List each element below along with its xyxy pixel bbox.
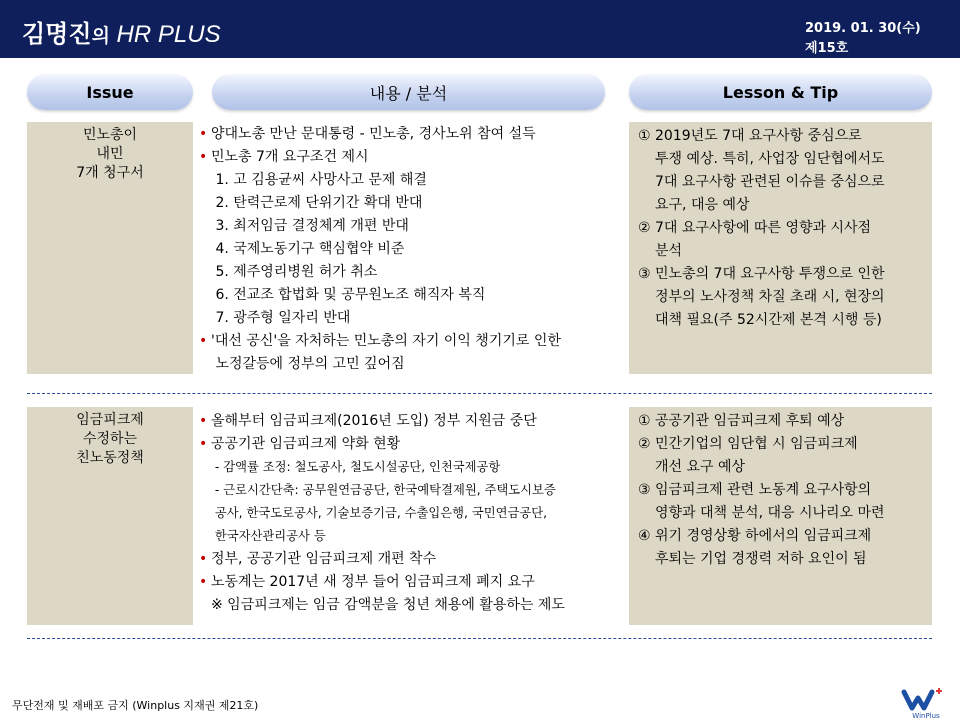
section-divider bbox=[27, 638, 932, 639]
lesson-item: ① 공공기관 임금피크제 후퇴 예상 bbox=[638, 413, 845, 429]
list-item bbox=[199, 215, 623, 238]
lesson-item: ③ 임금피크제 관련 노동계 요구사항의 bbox=[638, 482, 872, 498]
list-item-text: 민노총 7개 요구조건 제시 bbox=[211, 149, 369, 165]
list-item bbox=[199, 284, 623, 307]
list-item bbox=[199, 525, 623, 548]
list-item bbox=[199, 479, 623, 502]
list-item-text: 6. 전교조 합법화 및 공무원노조 해직자 복직 bbox=[211, 287, 486, 303]
brand-name: 김명진 bbox=[22, 20, 92, 48]
list-item bbox=[199, 307, 623, 330]
list-item bbox=[199, 410, 623, 433]
bullet-marker: • bbox=[199, 126, 208, 142]
list-item bbox=[199, 433, 623, 456]
list-item-text: 1. 고 김용균씨 사망사고 문제 해결 bbox=[211, 172, 427, 188]
list-item-text: - 근로시간단축: 공무원연금공단, 한국예탁결제원, 주택도시보증 bbox=[211, 483, 556, 497]
list-item bbox=[199, 169, 623, 192]
bullet-marker: • bbox=[199, 149, 208, 165]
header-bar bbox=[0, 0, 960, 58]
section-divider bbox=[27, 393, 932, 394]
list-item-text: '대선 공신'을 자처하는 민노총의 자기 이익 챙기기로 인한 bbox=[211, 333, 561, 349]
brand-particle: 의 bbox=[91, 25, 117, 47]
lesson-item: 개선 요구 예상 bbox=[655, 459, 746, 475]
list-item-text: 올해부터 임금피크제(2016년 도입) 정부 지원금 중단 bbox=[211, 413, 537, 429]
lesson-item: 7대 요구사항 관련된 이슈를 중심으로 bbox=[655, 174, 885, 190]
bullet-marker: • bbox=[199, 413, 208, 429]
lesson-cell bbox=[629, 122, 932, 374]
lesson-list bbox=[629, 407, 932, 571]
list-item bbox=[199, 456, 623, 479]
list-item-text: 5. 제주영리병원 허가 취소 bbox=[211, 264, 378, 280]
list-item bbox=[199, 192, 623, 215]
bullet-marker: • bbox=[199, 574, 208, 590]
list-item bbox=[199, 571, 623, 594]
lesson-item: 분석 bbox=[655, 243, 683, 259]
list-item-text: 3. 최저임금 결정체계 개편 반대 bbox=[211, 218, 409, 234]
logo-text: WinPlus bbox=[912, 712, 940, 720]
bullet-marker: • bbox=[199, 436, 208, 452]
list-item-text: 공공기관 임금피크제 약화 현황 bbox=[211, 436, 401, 452]
copyright-notice: 무단전재 및 재배포 금지 (Winplus 지재권 제21호) bbox=[12, 699, 259, 712]
issue-date: 2019. 01. 30(수) bbox=[805, 21, 921, 36]
lesson-item: 요구, 대응 예상 bbox=[655, 197, 750, 213]
list-item bbox=[199, 146, 623, 169]
lesson-item: ① 2019년도 7대 요구사항 중심으로 bbox=[638, 128, 862, 144]
list-item bbox=[199, 330, 623, 353]
list-item-text: 노정갈등에 정부의 고민 깊어짐 bbox=[211, 356, 405, 372]
issue-label: 임금피크제 수정하는 친노동정책 bbox=[76, 412, 144, 466]
list-item bbox=[199, 502, 623, 525]
list-item bbox=[199, 261, 623, 284]
analysis-list bbox=[199, 123, 623, 376]
lesson-cell bbox=[629, 407, 932, 625]
list-item-text: 한국자산관리공사 등 bbox=[211, 529, 326, 543]
column-header-lesson: Lesson & Tip bbox=[629, 74, 932, 110]
issue-cell bbox=[27, 407, 193, 625]
issue-label: 민노총이 내민 7개 청구서 bbox=[76, 127, 144, 181]
analysis-list bbox=[199, 410, 623, 617]
list-item-text: 노동계는 2017년 새 정부 들어 임금피크제 폐지 요구 bbox=[211, 574, 535, 590]
list-item bbox=[199, 353, 623, 376]
column-header-analysis: 내용 / 분석 bbox=[212, 74, 605, 110]
list-item-text: ※ 임금피크제는 임금 감액분을 청년 채용에 활용하는 제도 bbox=[211, 597, 565, 613]
list-item-text: 7. 광주형 일자리 반대 bbox=[211, 310, 351, 326]
issue-number: 제15호 bbox=[805, 41, 849, 56]
lesson-item: ② 7대 요구사항에 따른 영향과 시사점 bbox=[638, 220, 872, 236]
winplus-logo-icon bbox=[896, 688, 956, 720]
lesson-item: 영향과 대책 분석, 대응 시나리오 마련 bbox=[655, 505, 885, 521]
list-item bbox=[199, 548, 623, 571]
list-item bbox=[199, 238, 623, 261]
list-item-text: 양대노총 만난 문대통령 - 민노총, 경사노위 참여 설득 bbox=[211, 126, 536, 142]
lesson-item: 대책 필요(주 52시간제 본격 시행 등) bbox=[655, 312, 882, 328]
lesson-item: 후퇴는 기업 경쟁력 저하 요인이 됨 bbox=[655, 551, 867, 567]
bullet-marker: • bbox=[199, 551, 208, 567]
list-item bbox=[199, 594, 623, 617]
brand-title bbox=[22, 14, 221, 49]
lesson-item: ③ 민노총의 7대 요구사항 투쟁으로 인한 bbox=[638, 266, 885, 282]
lesson-item: ② 민간기업의 임단협 시 임금피크제 bbox=[638, 436, 858, 452]
list-item bbox=[199, 123, 623, 146]
issue-cell bbox=[27, 122, 193, 374]
list-item-text: 4. 국제노동기구 핵심협약 비준 bbox=[211, 241, 405, 257]
winplus-logo bbox=[896, 688, 956, 720]
bullet-marker: • bbox=[199, 333, 208, 349]
list-item-text: 2. 탄력근로제 단위기간 확대 반대 bbox=[211, 195, 423, 211]
brand-hr-plus: HR PLUS bbox=[116, 21, 221, 48]
lesson-list bbox=[629, 122, 932, 332]
lesson-item: 정부의 노사정책 차질 초래 시, 현장의 bbox=[655, 289, 885, 305]
list-item-text: 정부, 공공기관 임금피크제 개편 착수 bbox=[211, 551, 437, 567]
lesson-item: 투쟁 예상. 특히, 사업장 임단협에서도 bbox=[655, 151, 885, 167]
lesson-item: ④ 위기 경영상황 하에서의 임금피크제 bbox=[638, 528, 872, 544]
list-item-text: - 감액률 조정: 철도공사, 철도시설공단, 인천국제공항 bbox=[211, 460, 501, 474]
list-item-text: 공사, 한국도로공사, 기술보증기금, 수출입은행, 국민연금공단, bbox=[211, 506, 548, 520]
column-header-issue: Issue bbox=[27, 74, 193, 110]
